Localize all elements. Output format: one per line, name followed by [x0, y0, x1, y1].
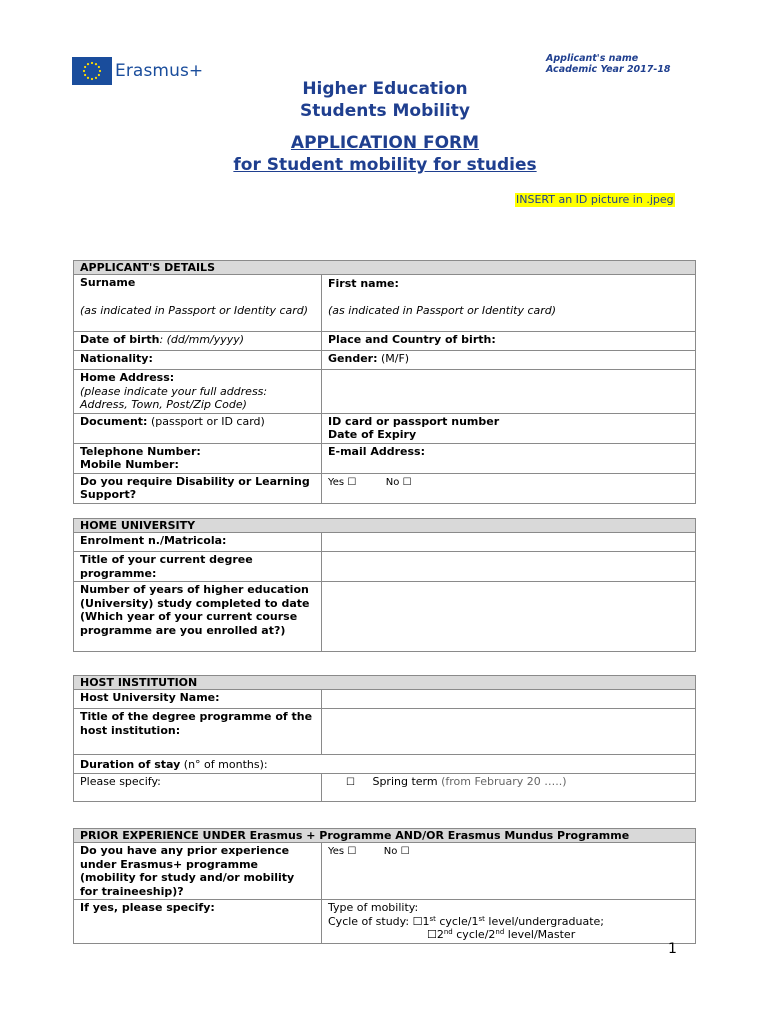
disability-no-checkbox[interactable]: No ☐ — [385, 476, 412, 488]
please-specify-label: Please specify: — [74, 774, 322, 802]
form-title — [0, 132, 770, 176]
home-address-hint: (please indicate your full address: Address, Town, Post/Zip Code) — [80, 384, 268, 411]
current-degree-input[interactable] — [322, 552, 696, 582]
cycle1-sup: st — [429, 914, 436, 923]
prior-no-checkbox[interactable]: No ☐ — [383, 846, 410, 857]
prior-experience-options — [322, 843, 696, 900]
surname-field[interactable] — [74, 275, 322, 332]
current-degree-label: Title of your current degree programme: — [74, 552, 322, 582]
dob-format: : (dd/mm/yyyy) — [159, 333, 245, 346]
telephone-label: Telephone Number: — [80, 444, 201, 458]
disability-options — [322, 473, 696, 503]
enrolment-label: Enrolment n./Matricola: — [74, 533, 322, 552]
prior-yes-checkbox[interactable]: Yes ☐ — [328, 846, 357, 857]
passport-note: (as indicated in Passport or Identity card) — [328, 303, 557, 317]
host-degree-input[interactable] — [322, 709, 696, 755]
disability-question: Do you require Disability or Learning Support? — [74, 473, 322, 503]
form-title-line-2: for Student mobility for studies — [233, 155, 537, 175]
date-expiry-label: Date of Expiry — [328, 428, 417, 441]
host-name-input[interactable] — [322, 690, 696, 709]
cycle2-text: cycle/2 — [452, 928, 496, 941]
email-field[interactable] — [322, 443, 696, 473]
section-heading: PRIOR EXPERIENCE UNDER Erasmus + Programme AND/OR Erasmus Mundus Programme — [74, 829, 696, 843]
cycle-second — [328, 928, 689, 942]
applicant-name: Applicant's name — [546, 53, 639, 64]
cycle1-number: 1 — [422, 914, 430, 928]
page-number: 1 — [668, 941, 677, 957]
section-heading: HOST INSTITUTION — [74, 676, 696, 690]
home-address-label: Home Address: — [80, 371, 175, 384]
home-address-field[interactable] — [74, 370, 322, 414]
passport-note: (as indicated in Passport or Identity card) — [80, 303, 309, 317]
form-title-line-1: APPLICATION FORM — [290, 133, 480, 153]
email-label: E-mail Address: — [328, 444, 425, 458]
mobility-details[interactable] — [322, 900, 696, 944]
cycle1-level: level/undergraduate; — [484, 914, 604, 928]
home-university-table — [73, 518, 696, 652]
telephone-field[interactable] — [74, 443, 322, 473]
cycle-label: Cycle of study: ☐ — [328, 914, 423, 928]
host-name-label: Host University Name: — [74, 690, 322, 709]
title-line-1: Higher Education — [302, 79, 468, 99]
document-field[interactable] — [74, 413, 322, 443]
mobile-label: Mobile Number: — [80, 458, 179, 471]
cycle1-text: cycle/1 — [435, 914, 479, 928]
host-degree-label: Title of the degree programme of the host institution: — [74, 709, 322, 755]
title-line-2: Students Mobility — [300, 101, 470, 121]
id-picture-note: INSERT an ID picture in .jpeg — [516, 193, 674, 206]
first-name-label: First name: — [328, 277, 399, 290]
nationality-field[interactable]: Nationality: — [74, 351, 322, 370]
disability-yes-checkbox[interactable]: Yes ☐ — [328, 476, 357, 488]
id-number-label: ID card or passport number — [328, 414, 500, 428]
dob-field[interactable] — [74, 332, 322, 351]
duration-label: Duration of stay — [80, 758, 181, 771]
place-country-birth-field[interactable]: Place and Country of birth: — [322, 332, 696, 351]
years-completed-label: Number of years of higher education (University) study completed to date (Which year of your current course programme are you enrolled at?) — [74, 582, 322, 652]
duration-of-stay-field[interactable] — [74, 755, 696, 774]
page-title — [0, 78, 770, 122]
cycle2-sup: nd — [443, 928, 453, 936]
cycle1-sup: st — [478, 914, 485, 923]
applicant-details-table — [73, 260, 696, 504]
type-of-mobility-label: Type of mobility: — [328, 901, 419, 914]
gender-field[interactable] — [322, 351, 696, 370]
section-heading: HOME UNIVERSITY — [74, 519, 696, 533]
duration-hint: (n° of months): — [180, 758, 268, 771]
cycle2-sup: nd — [495, 928, 505, 936]
enrolment-input[interactable] — [322, 533, 696, 552]
spring-term-label: Spring term — [372, 775, 438, 788]
cycle2-checkbox[interactable]: ☐ — [427, 928, 437, 941]
first-name-field[interactable] — [322, 275, 696, 332]
academic-year: Academic Year 2017-18 — [546, 64, 671, 75]
home-address-value[interactable] — [322, 370, 696, 414]
prior-experience-table — [73, 828, 696, 944]
if-yes-label: If yes, please specify: — [74, 900, 322, 944]
id-expiry-field[interactable] — [322, 413, 696, 443]
cycle2-number: 2 — [436, 928, 444, 941]
spring-term-option[interactable] — [322, 774, 696, 802]
document-hint: (passport or ID card) — [147, 414, 265, 428]
spring-term-checkbox[interactable]: ☐ — [346, 777, 355, 788]
host-institution-table — [73, 675, 696, 802]
section-heading: APPLICANT'S DETAILS — [74, 261, 696, 275]
applicant-info — [546, 53, 671, 75]
gender-hint: (M/F) — [377, 352, 410, 365]
gender-label: Gender: — [328, 352, 378, 365]
prior-experience-question: Do you have any prior experience under Erasmus+ programme (mobility for study and/or mobility for traineeship)? — [74, 843, 322, 900]
spring-term-hint: (from February 20 …..) — [437, 775, 567, 788]
dob-label: Date of birth — [80, 333, 160, 346]
cycle2-level: level/Master — [504, 928, 576, 941]
logo-text: Erasmus+ — [115, 61, 204, 81]
years-completed-input[interactable] — [322, 582, 696, 652]
cycle-first — [328, 915, 689, 929]
surname-label: Surname — [80, 276, 136, 289]
document-label: Document: — [80, 414, 148, 428]
